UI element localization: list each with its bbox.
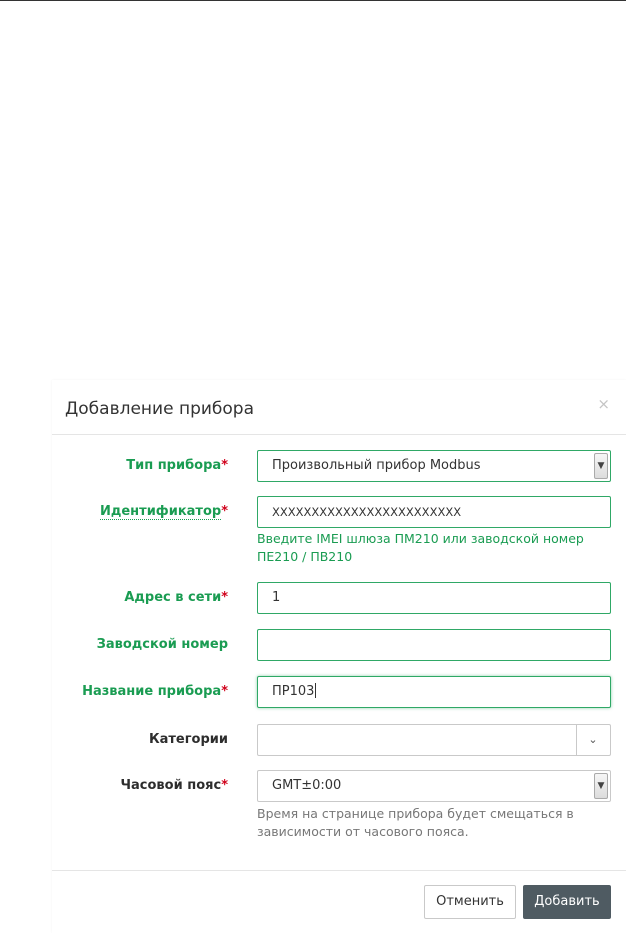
top-divider xyxy=(0,0,626,1)
device-type-select[interactable] xyxy=(257,450,611,482)
serial-number-label: Заводской номер xyxy=(96,637,228,652)
timezone-label: Часовой пояс* xyxy=(120,778,228,793)
text-caret xyxy=(315,683,316,698)
identifier-row xyxy=(52,496,626,568)
add-button[interactable]: Добавить xyxy=(523,885,611,919)
close-icon[interactable]: × xyxy=(597,395,610,413)
timezone-help: Время на странице прибора будет смещаться в зависимости от часового пояса. xyxy=(257,806,574,839)
add-device-modal xyxy=(52,380,626,933)
categories-row xyxy=(52,724,626,756)
network-address-input[interactable]: 1 xyxy=(257,582,611,614)
identifier-label: Идентификатор* xyxy=(99,504,228,519)
device-type-label: Тип прибора* xyxy=(126,458,228,473)
modal-header xyxy=(52,380,626,435)
device-name-row xyxy=(52,676,626,708)
categories-combobox[interactable] xyxy=(257,724,611,756)
categories-label: Категории xyxy=(149,732,228,747)
device-type-row xyxy=(52,450,626,482)
combo-divider xyxy=(576,725,577,755)
device-type-value: Произвольный прибор Modbus xyxy=(272,458,481,473)
network-address-label: Адрес в сети* xyxy=(124,590,228,605)
chevron-down-icon[interactable]: ⌄ xyxy=(588,733,598,746)
device-name-label: Название прибора* xyxy=(82,684,228,699)
serial-number-row xyxy=(52,629,626,661)
identifier-help: Введите IMEI шлюза ПМ210 или заводской номер ПЕ210 / ПВ210 xyxy=(257,531,584,564)
modal-footer-divider xyxy=(52,870,626,871)
timezone-value: GMT±0:00 xyxy=(272,778,342,793)
chevron-down-icon[interactable]: ▼ xyxy=(594,773,608,799)
cancel-button[interactable]: Отменить xyxy=(424,885,516,919)
device-name-input[interactable] xyxy=(257,676,611,708)
device-name-value: ПР103 xyxy=(272,684,315,699)
timezone-select[interactable] xyxy=(257,770,611,802)
serial-number-input[interactable] xyxy=(257,629,611,661)
timezone-row xyxy=(52,770,626,842)
identifier-input[interactable]: XXXXXXXXXXXXXXXXXXXXXXXX xyxy=(257,496,611,528)
network-address-row xyxy=(52,582,626,614)
chevron-down-icon[interactable]: ▼ xyxy=(594,453,608,479)
modal-title: Добавление прибора xyxy=(65,399,255,419)
